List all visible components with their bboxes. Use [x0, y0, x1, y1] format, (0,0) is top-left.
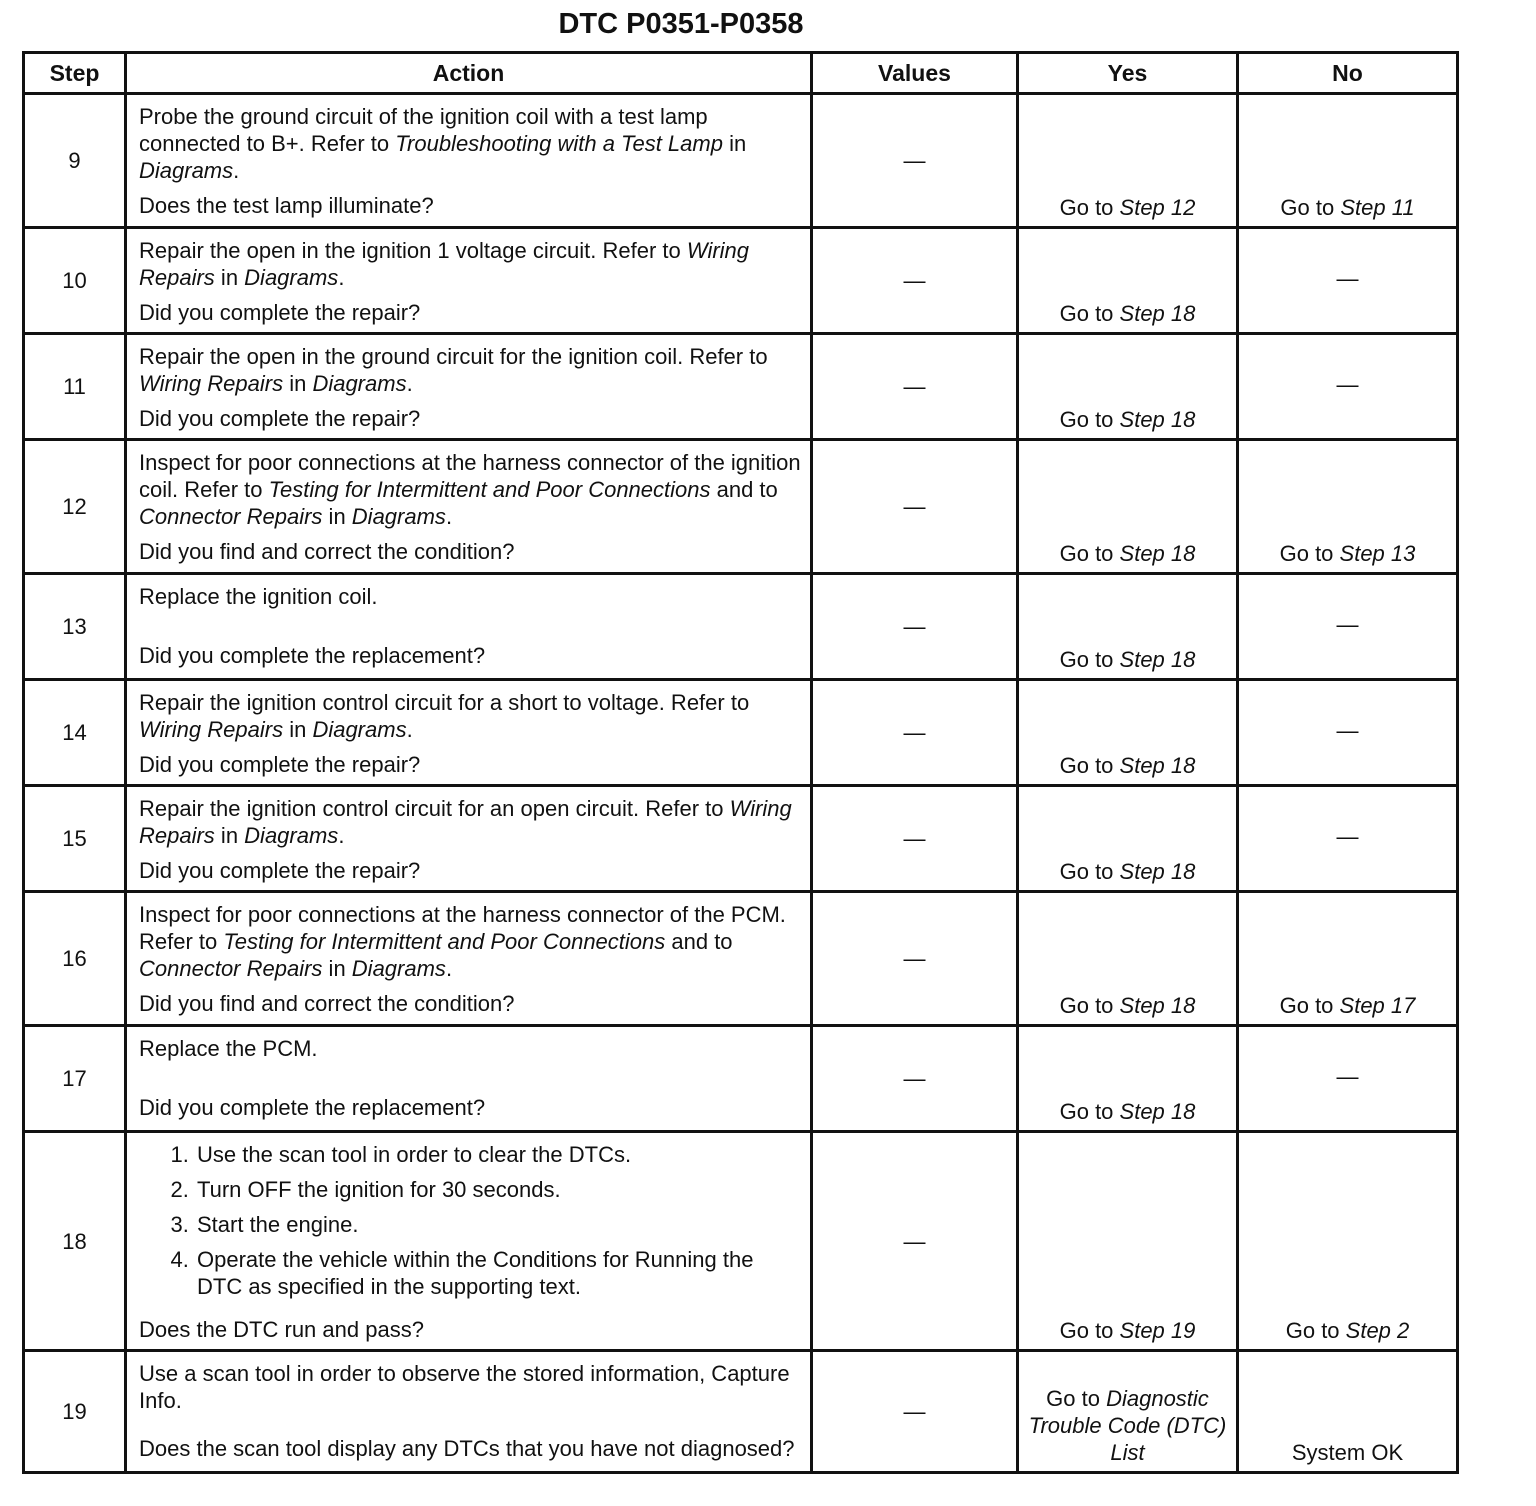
action-text: . [338, 823, 345, 848]
action-text: Inspect for poor connections at the harness connector of the PCM. Refer to [139, 902, 786, 954]
action-body [139, 689, 802, 778]
diagnostic-table [22, 51, 1459, 1474]
yes-text: Go to [1059, 195, 1120, 220]
action-text: and to [665, 929, 733, 954]
action-text: Repair the open in the ground circuit for the ignition coil. Refer to [139, 344, 768, 369]
no-text: — [1336, 372, 1359, 397]
yes-text: Go to [1059, 753, 1120, 778]
yes-text: Go to [1059, 993, 1120, 1018]
no-cell [1238, 786, 1458, 892]
no-cell [1238, 574, 1458, 680]
action-italic: Diagrams [312, 717, 407, 742]
yes-text: Go to [1059, 647, 1120, 672]
yes-italic: Step 18 [1119, 647, 1196, 672]
yes-cell [1018, 334, 1238, 440]
yes-italic: Step 12 [1119, 195, 1196, 220]
no-text: — [1336, 1064, 1359, 1089]
action-text: . [406, 717, 413, 742]
action-italic: Wiring Repairs [139, 796, 792, 848]
step-cell: 10 [24, 228, 126, 334]
yes-text: Go to [1059, 1318, 1120, 1343]
yes-text: Go to [1046, 1386, 1107, 1411]
action-cell [126, 1026, 812, 1132]
list-item: 2. Turn OFF the ignition for 30 seconds. [195, 1176, 802, 1203]
yes-text: Go to [1059, 1099, 1120, 1124]
no-cell [1238, 680, 1458, 786]
yes-cell [1018, 228, 1238, 334]
table-row [24, 228, 1458, 334]
action-italic: Diagrams [351, 956, 446, 981]
action-text: in [322, 956, 352, 981]
action-question: Does the test lamp illuminate? [139, 193, 434, 218]
action-question: Did you complete the repair? [139, 752, 421, 777]
step-cell: 14 [24, 680, 126, 786]
action-text: Repair the ignition control circuit for a short to voltage. Refer to [139, 690, 750, 715]
action-italic: Diagrams [244, 823, 339, 848]
table-row [24, 1026, 1458, 1132]
list-item: 3. Start the engine. [195, 1211, 802, 1238]
header-step: Step [24, 53, 126, 94]
yes-cell [1018, 1132, 1238, 1351]
action-cell [126, 786, 812, 892]
values-cell: — [812, 1351, 1018, 1473]
no-italic: Step 17 [1339, 993, 1416, 1018]
action-text: . [338, 265, 345, 290]
yes-italic: Step 18 [1119, 859, 1196, 884]
action-cell [126, 574, 812, 680]
action-text: in [322, 504, 352, 529]
action-question: Does the DTC run and pass? [139, 1317, 424, 1342]
no-text: — [1336, 266, 1359, 291]
yes-italic: Step 18 [1119, 301, 1196, 326]
yes-cell [1018, 892, 1238, 1026]
action-text: in [214, 265, 245, 290]
values-cell: — [812, 786, 1018, 892]
action-text: . [445, 956, 453, 981]
action-text [139, 689, 802, 743]
table-row [24, 1351, 1458, 1473]
table-row [24, 892, 1458, 1026]
no-italic: Step 11 [1340, 195, 1415, 220]
action-body [139, 795, 802, 884]
action-question: Did you complete the repair? [139, 406, 421, 431]
action-text [139, 795, 802, 849]
action-text: Repair the open in the ignition 1 voltage circuit. Refer to [139, 238, 687, 263]
values-cell: — [812, 94, 1018, 228]
no-text: — [1336, 718, 1359, 743]
action-cell [126, 1351, 812, 1473]
action-text: . [233, 158, 240, 183]
table-row [24, 334, 1458, 440]
yes-text: Go to [1059, 407, 1120, 432]
step-cell: 19 [24, 1351, 126, 1473]
action-question: Did you complete the repair? [139, 858, 421, 883]
values-cell: — [812, 574, 1018, 680]
page-title: DTC P0351-P0358 [558, 8, 804, 40]
yes-cell [1018, 680, 1238, 786]
action-cell [126, 892, 812, 1026]
no-text: — [1336, 612, 1359, 637]
action-body [139, 449, 802, 565]
yes-text: Go to [1059, 301, 1120, 326]
action-italic: Diagrams [312, 371, 407, 396]
action-cell [126, 440, 812, 574]
action-question: Did you complete the repair? [139, 300, 421, 325]
step-cell: 12 [24, 440, 126, 574]
action-cell [126, 228, 812, 334]
action-italic: Wiring Repairs [139, 717, 284, 742]
action-text [139, 343, 802, 397]
step-cell: 15 [24, 786, 126, 892]
action-text: in [722, 131, 747, 156]
action-text: . [445, 504, 453, 529]
action-text [139, 901, 802, 982]
yes-italic: Step 18 [1119, 993, 1196, 1018]
action-text: and to [710, 477, 778, 502]
action-question: Did you complete the replacement? [139, 1095, 486, 1120]
yes-cell [1018, 574, 1238, 680]
action-italic: Wiring Repairs [139, 371, 284, 396]
values-cell: — [812, 892, 1018, 1026]
yes-cell [1018, 94, 1238, 228]
action-text: . [406, 371, 413, 396]
action-text: Probe the ground circuit of the ignition coil with a test lamp connected to B+. Refer to [139, 104, 708, 156]
yes-italic: Step 19 [1119, 1318, 1196, 1343]
table-row [24, 440, 1458, 574]
action-italic: Diagrams [351, 504, 446, 529]
values-cell: — [812, 680, 1018, 786]
action-body [139, 901, 802, 1017]
yes-cell [1018, 440, 1238, 574]
header-no: No [1238, 53, 1458, 94]
no-cell [1238, 334, 1458, 440]
step-cell: 9 [24, 94, 126, 228]
action-text [139, 449, 802, 530]
no-italic: Step 13 [1339, 541, 1416, 566]
yes-cell [1018, 786, 1238, 892]
step-cell: 16 [24, 892, 126, 1026]
action-text: Inspect for poor connections at the harness connector of the ignition coil. Refer to [139, 450, 801, 502]
action-text [139, 237, 802, 291]
no-text: Go to [1280, 195, 1341, 220]
action-text: Repair the ignition control circuit for an open circuit. Refer to [139, 796, 730, 821]
values-cell: — [812, 334, 1018, 440]
no-cell [1238, 440, 1458, 574]
action-cell [126, 334, 812, 440]
values-cell: — [812, 440, 1018, 574]
action-text [139, 1360, 802, 1414]
action-body [139, 343, 802, 432]
action-text [139, 103, 802, 184]
step-cell: 18 [24, 1132, 126, 1351]
action-italic: Diagrams [139, 158, 234, 183]
yes-italic: Step 18 [1119, 753, 1196, 778]
header-yes: Yes [1018, 53, 1238, 94]
action-body [139, 1035, 802, 1121]
no-cell [1238, 892, 1458, 1026]
no-text: — [1336, 824, 1359, 849]
action-italic: Connector Repairs [139, 504, 323, 529]
header-action: Action [126, 53, 812, 94]
action-text: Replace the ignition coil. [139, 584, 378, 609]
action-question: Does the scan tool display any DTCs that you have not diagnosed? [139, 1436, 795, 1461]
action-cell [126, 94, 812, 228]
values-cell: — [812, 228, 1018, 334]
action-text [139, 1035, 802, 1062]
no-cell [1238, 1351, 1458, 1473]
action-text: in [283, 717, 313, 742]
action-body [139, 1360, 802, 1462]
action-text: in [283, 371, 313, 396]
action-italic: Diagrams [244, 265, 339, 290]
action-text: Use a scan tool in order to observe the stored information, Capture Info. [139, 1361, 790, 1413]
action-body [139, 1141, 802, 1343]
action-question: Did you find and correct the condition? [139, 539, 515, 564]
table-row [24, 680, 1458, 786]
table-row [24, 574, 1458, 680]
yes-italic: Step 18 [1119, 1099, 1196, 1124]
table-row [24, 1132, 1458, 1351]
yes-cell [1018, 1026, 1238, 1132]
no-cell [1238, 1132, 1458, 1351]
action-body [139, 103, 802, 219]
no-italic: Step 2 [1345, 1318, 1410, 1343]
no-cell [1238, 94, 1458, 228]
action-body [139, 237, 802, 326]
yes-italic: Step 18 [1119, 407, 1196, 432]
no-text: Go to [1279, 993, 1340, 1018]
yes-text: Go to [1059, 859, 1120, 884]
yes-italic: Step 18 [1119, 541, 1196, 566]
no-cell [1238, 1026, 1458, 1132]
action-question: Did you complete the replacement? [139, 643, 486, 668]
action-cell [126, 680, 812, 786]
action-text: in [214, 823, 245, 848]
action-text: Replace the PCM. [139, 1036, 318, 1061]
values-cell: — [812, 1026, 1018, 1132]
no-text: Go to [1285, 1318, 1346, 1343]
no-text: System OK [1291, 1440, 1404, 1465]
action-body [139, 583, 802, 669]
yes-cell [1018, 1351, 1238, 1473]
table-row [24, 94, 1458, 228]
table-row [24, 786, 1458, 892]
step-cell: 13 [24, 574, 126, 680]
action-question: Did you find and correct the condition? [139, 991, 515, 1016]
action-italic: Connector Repairs [139, 956, 323, 981]
yes-italic: Diagnostic Trouble Code (DTC) List [1028, 1386, 1227, 1465]
list-item: 1. Use the scan tool in order to clear the DTCs. [195, 1141, 802, 1168]
header-values: Values [812, 53, 1018, 94]
step-cell: 11 [24, 334, 126, 440]
values-cell: — [812, 1132, 1018, 1351]
action-steps-list [139, 1141, 802, 1308]
action-italic: Wiring Repairs [139, 238, 750, 290]
action-italic: Testing for Intermittent and Poor Connections [223, 929, 666, 954]
table-body [24, 94, 1458, 1473]
step-cell: 17 [24, 1026, 126, 1132]
list-item: 4. Operate the vehicle within the Conditions for Running the DTC as specified in the supporting text. [195, 1246, 802, 1300]
yes-text: Go to [1059, 541, 1120, 566]
no-cell [1238, 228, 1458, 334]
action-italic: Troubleshooting with a Test Lamp [395, 131, 723, 156]
no-text: Go to [1279, 541, 1340, 566]
action-text [139, 583, 802, 610]
action-italic: Testing for Intermittent and Poor Connections [268, 477, 711, 502]
action-cell [126, 1132, 812, 1351]
table-header-row [24, 53, 1458, 94]
